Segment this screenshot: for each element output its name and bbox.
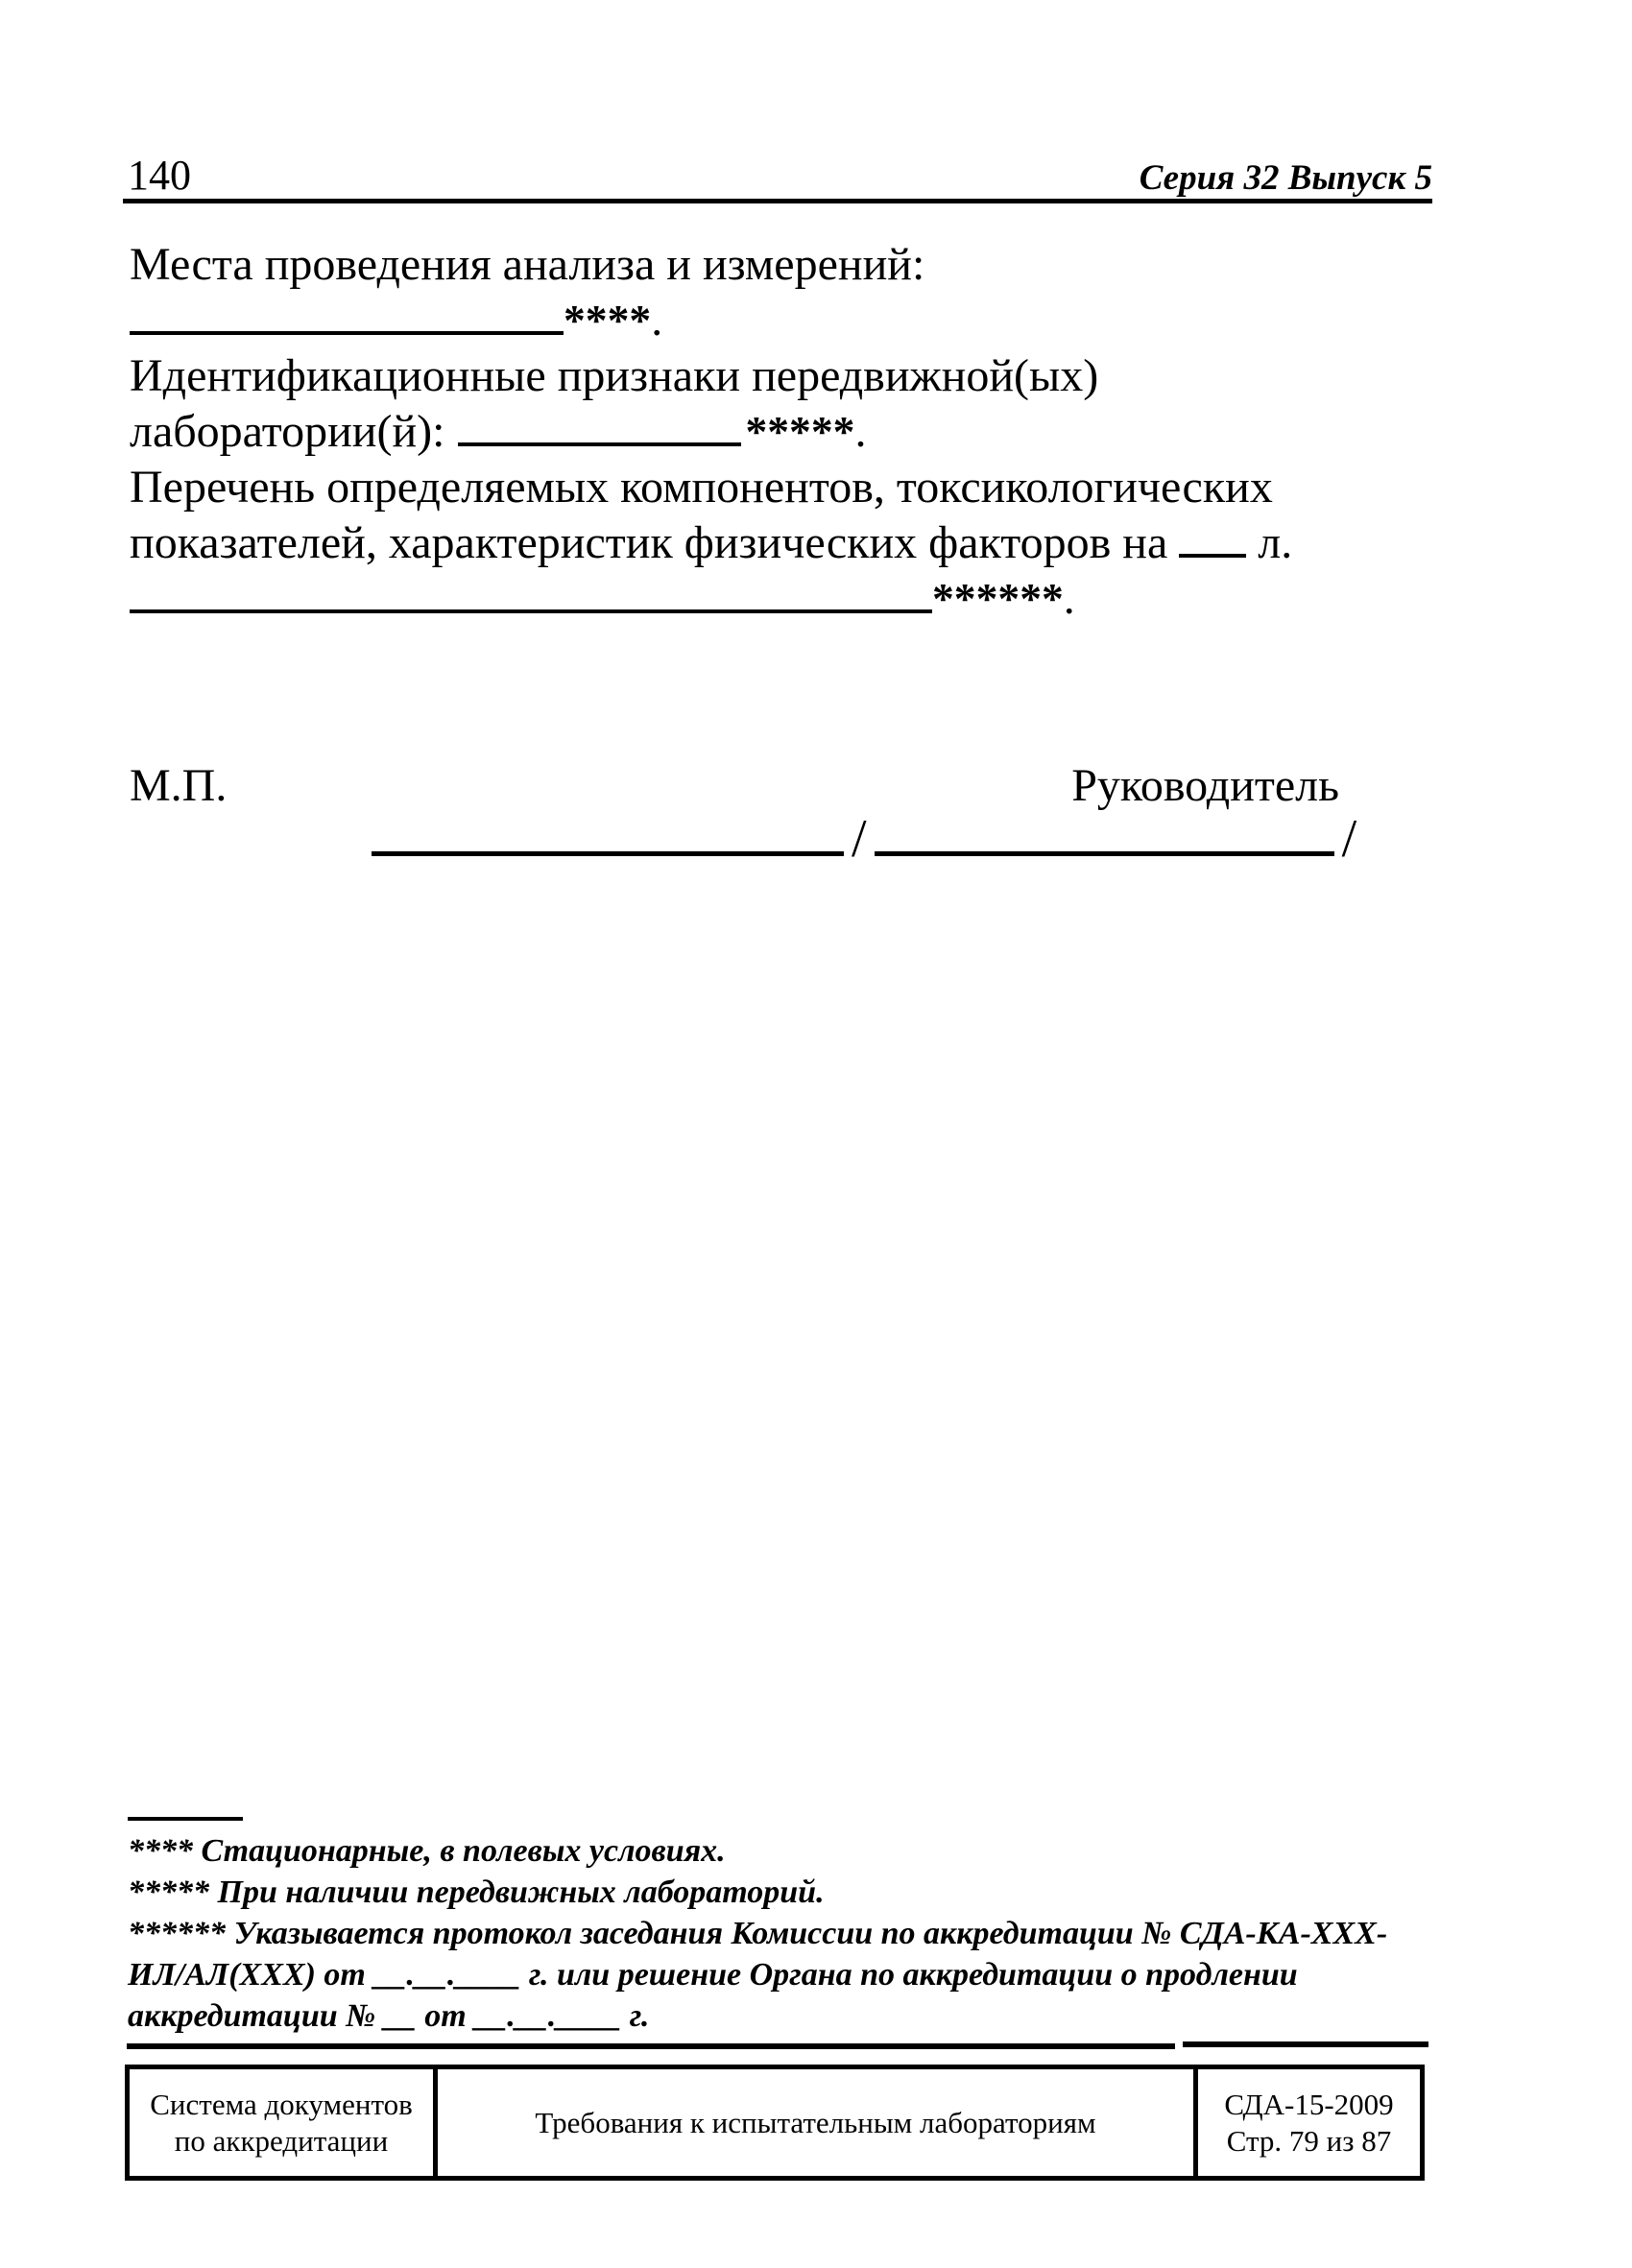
period: . [1063, 573, 1075, 624]
form-blank-line-components [130, 571, 1522, 627]
blank-field-laboratory [458, 441, 741, 446]
form-line-indicators-text: показателей, характеристик физических факторов на [130, 517, 1168, 568]
footnote-line-4: ИЛ/АЛ(ХХХ) от __.__.____ г. или решение Органа по аккредитации о продлении [128, 1957, 1298, 1993]
footnote-line-3: ****** Указывается протокол заседания Комиссии по аккредитации № СДА-КА-ХХХ- [128, 1916, 1388, 1951]
page-number: 140 [128, 152, 191, 199]
footnote-line-2: ***** При наличии передвижных лабораторий. [128, 1874, 825, 1910]
footnote-marker-4: **** [564, 296, 652, 345]
blank-field-components [130, 608, 932, 613]
signature-name-blank [875, 849, 1334, 856]
form-line-laboratory-label: лаборатории(й): [130, 406, 445, 457]
form-line-places [130, 237, 1522, 293]
slash-terminator: / [1341, 809, 1357, 869]
form-line-places-text: Места проведения анализа и измерений: [130, 239, 925, 290]
footnote-marker-5: ***** [745, 407, 855, 456]
footnote-marker-6: ****** [932, 574, 1064, 623]
footer-cell-system [130, 2069, 433, 2176]
signature-lines-row [372, 809, 1364, 869]
form-line-components [130, 460, 1522, 515]
form-body [130, 237, 1522, 627]
footnote-line-5: аккредитации № __ от __.__.____ г. [128, 1998, 650, 2034]
blank-field-sheets-count [1179, 552, 1246, 558]
footer-table [125, 2065, 1425, 2181]
form-line-components-text: Перечень определяемых компонентов, токсикологических [130, 462, 1273, 513]
period: . [651, 295, 663, 346]
header-rule [123, 199, 1432, 203]
footer-cell-title [433, 2069, 1198, 2176]
form-line-identification-text: Идентификационные признаки передвижной(ых) [130, 350, 1099, 401]
footer-cell-doc-info [1198, 2069, 1420, 2176]
form-line-identification [130, 348, 1522, 404]
footer-rule-right-segment [1183, 2041, 1428, 2047]
footer-page-info: Стр. 79 из 87 [1226, 2123, 1392, 2158]
slash-separator: / [852, 809, 867, 869]
footer-rule-left-segment [127, 2043, 1175, 2049]
form-line-laboratory [130, 404, 1522, 460]
form-line-sheets-unit: л. [1258, 517, 1293, 568]
footnotes-block [128, 1830, 1433, 2037]
form-blank-line-places [130, 293, 1522, 348]
footnote-separator-rule [128, 1817, 243, 1821]
signature-blank [372, 849, 844, 856]
period: . [854, 406, 867, 457]
footer-doc-code: СДА-15-2009 [1224, 2087, 1394, 2121]
signature-role-label: Руководитель [1071, 760, 1339, 811]
footer-system-line-1: Система документов [150, 2087, 413, 2121]
page-header [128, 152, 1432, 199]
stamp-place-abbr: М.П. [130, 760, 228, 811]
blank-field-places [130, 329, 564, 335]
footer-document-title: Требования к испытательным лабораториям [535, 2105, 1096, 2139]
footnote-line-1: **** Стационарные, в полевых условиях. [128, 1833, 726, 1869]
signature-header-row [130, 760, 1339, 811]
header-edition-label: Серия 32 Выпуск 5 [1139, 158, 1432, 198]
footer-system-line-2: по аккредитации [174, 2123, 389, 2158]
form-line-indicators [130, 515, 1522, 571]
